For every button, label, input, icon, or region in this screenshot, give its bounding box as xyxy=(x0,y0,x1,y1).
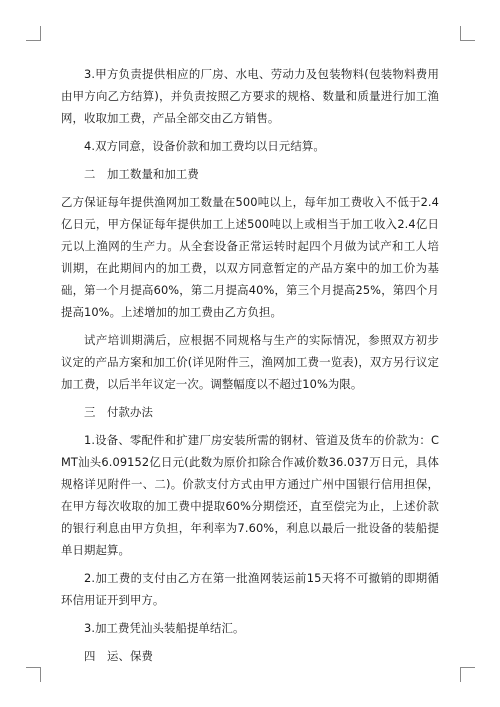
crop-mark-top-right xyxy=(460,26,475,41)
paragraph-trial-period: 试产培训期满后，应根据不同规格与生产的实际情况，参照双方初步议定的产品方案和加工价(详见附件三，渔网加工费一览表)，双方另行议定加工费，以后半年议定一次。调整幅度以不超过10%为限。 xyxy=(61,333,439,391)
section-heading-4: 四 运、保费 xyxy=(84,649,153,663)
crop-mark-top-left xyxy=(26,26,41,41)
paragraph-quantity-fee: 乙方保证每年提供渔网加工数量在500吨以上，每年加工费收入不低于2.4亿日元，甲方保证每年提供加工上述500吨以上或相当于加工收入2.4亿日元以上渔网的生产力。从全套设备正常运转时起四个月做为试产和工人培训期，在此期间内的加工费，以双方同意暂定的产品方案中的加工价为基础，第一个月提高60%，第二月提高40%，第三个月提高25%，第四个月提高10%。上述增加的加工费由乙方负担。 xyxy=(61,195,439,319)
paragraph-payment-2: 2.加工费的支付由乙方在第一批渔网装运前15天将不可撤销的即期循环信用证开到甲方。 xyxy=(61,571,439,607)
crop-mark-bottom-right xyxy=(460,667,475,682)
document-body xyxy=(61,63,439,673)
paragraph-clause-3: 3.甲方负责提供相应的厂房、水电、劳动力及包装物料(包装物料费用由甲方向乙方结算)，并负责按照乙方要求的规格、数量和质量进行加工渔网，收取加工费，产品全部交由乙方销售。 xyxy=(61,67,439,125)
paragraph-payment-3: 3.加工费凭汕头装船提单结汇。 xyxy=(84,621,245,635)
section-heading-2: 二 加工数量和加工费 xyxy=(84,167,199,181)
section-heading-3: 三 付款办法 xyxy=(84,405,153,419)
paragraph-clause-4: 4.双方同意，设备价款和加工费均以日元结算。 xyxy=(84,139,325,153)
crop-mark-bottom-left xyxy=(26,667,41,682)
paragraph-payment-1: 1.设备、零配件和扩建厂房安装所需的钢材、管道及货车的价款为：CMT汕头6.09152亿日元(此数为原价扣除合作减价数36.037万日元，具体规格详见附件一、二)。价款支付方式由甲方通过广州中国银行信用担保，在甲方每次收取的加工费中提取60%分期偿还，直至偿完为止，上述价款的银行利息由甲方负担，年利率为7.60%，利息以最后一批设备的装船提单日期起算。 xyxy=(61,433,439,557)
